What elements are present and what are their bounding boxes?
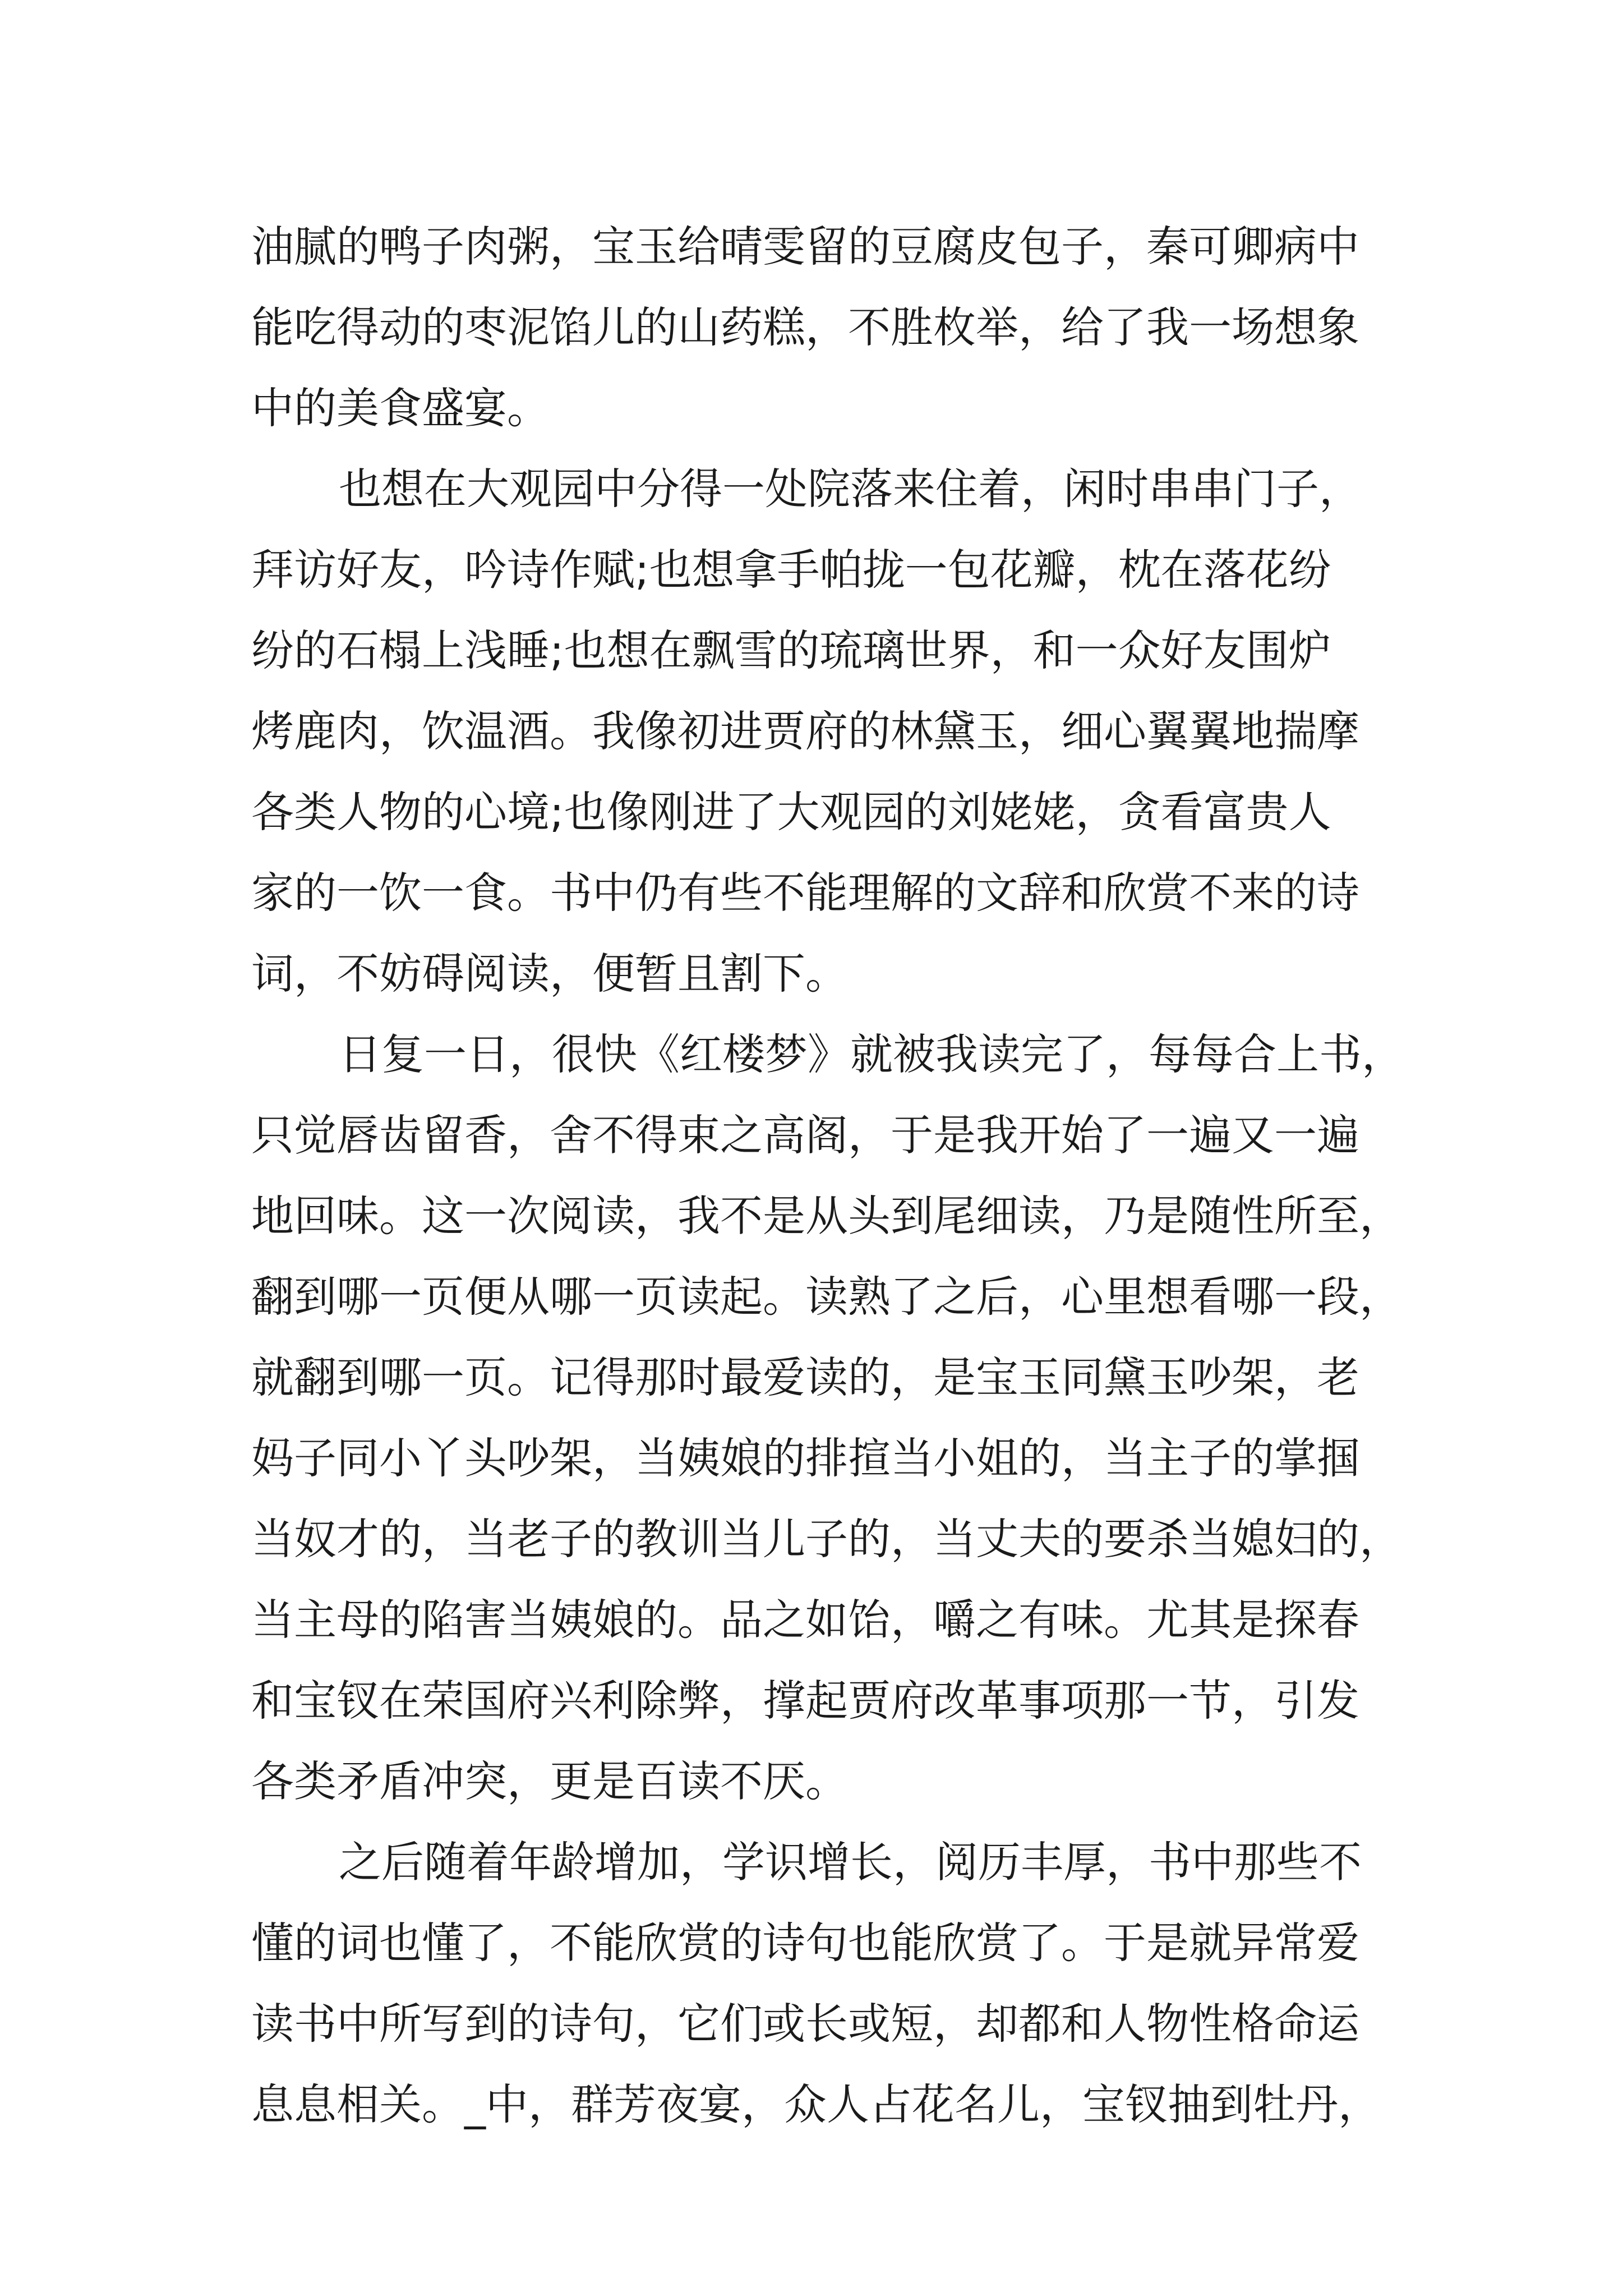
text-line: 息息相关。_中，群芳夜宴，众人占花名儿，宝钗抽到牡丹，: [251, 2079, 1381, 2129]
body-text: [251, 206, 1404, 2145]
text-line: 妈子同小丫头吵架，当姨娘的排揎当小姐的，当主子的掌掴: [251, 1433, 1359, 1483]
text-line: 翻到哪一页便从哪一页读起。读熟了之后，心里想看哪一段，: [251, 1272, 1402, 1322]
text-line: 就翻到哪一页。记得那时最爱读的，是宝玉同黛玉吵架，老: [251, 1352, 1359, 1402]
text-line: 油腻的鸭子肉粥，宝玉给晴雯留的豆腐皮包子，秦可卿病中: [251, 222, 1359, 272]
text-line: 烤鹿肉，饮温酒。我像初进贾府的林黛玉，细心翼翼地揣摩: [251, 706, 1359, 756]
text-line: 当奴才的，当老子的教训当儿子的，当丈夫的要杀当媳妇的，: [251, 1514, 1402, 1564]
text-line: 各类人物的心境;也像刚进了大观园的刘姥姥，贪看富贵人: [251, 787, 1331, 837]
text-line: 词，不妨碍阅读，便暂且割下。: [251, 949, 848, 999]
text-line: 能吃得动的枣泥馅儿的山药糕，不胜枚举，给了我一场想象: [251, 302, 1359, 352]
text-line: 拜访好友，吟诗作赋;也想拿手帕拢一包花瓣，枕在落花纷: [251, 545, 1331, 595]
text-line: 各类矛盾冲突，更是百读不厌。: [251, 1756, 848, 1806]
text-line: 地回味。这一次阅读，我不是从头到尾细读，乃是随性所至，: [251, 1191, 1402, 1241]
text-line: 家的一饮一食。书中仍有些不能理解的文辞和欣赏不来的诗: [251, 868, 1359, 918]
paragraph-first-line: 之后随着年龄增加，学识增长，阅历丰厚，书中那些不: [339, 1837, 1362, 1887]
paragraph-first-line: 日复一日，很快《红楼梦》就被我读完了，每每合上书，: [339, 1029, 1404, 1079]
text-line: 只觉唇齿留香，舍不得束之高阁，于是我开始了一遍又一遍: [251, 1110, 1359, 1160]
text-line: 读书中所写到的诗句，它们或长或短，却都和人物性格命运: [251, 1999, 1359, 2049]
text-line: 中的美食盛宴。: [251, 383, 550, 433]
text-line: 和宝钗在荣国府兴利除弊，撑起贾府改革事项那一节，引发: [251, 1676, 1359, 1726]
text-line: 纷的石榻上浅睡;也想在飘雪的琉璃世界，和一众好友围炉: [251, 625, 1331, 675]
paragraph-first-line: 也想在大观园中分得一处院落来住着，闲时串串门子，: [339, 464, 1362, 514]
text-line: 懂的词也懂了，不能欣赏的诗句也能欣赏了。于是就异常爱: [251, 1918, 1359, 1968]
text-line: 当主母的陷害当姨娘的。品之如饴，嚼之有味。尤其是探春: [251, 1595, 1359, 1645]
